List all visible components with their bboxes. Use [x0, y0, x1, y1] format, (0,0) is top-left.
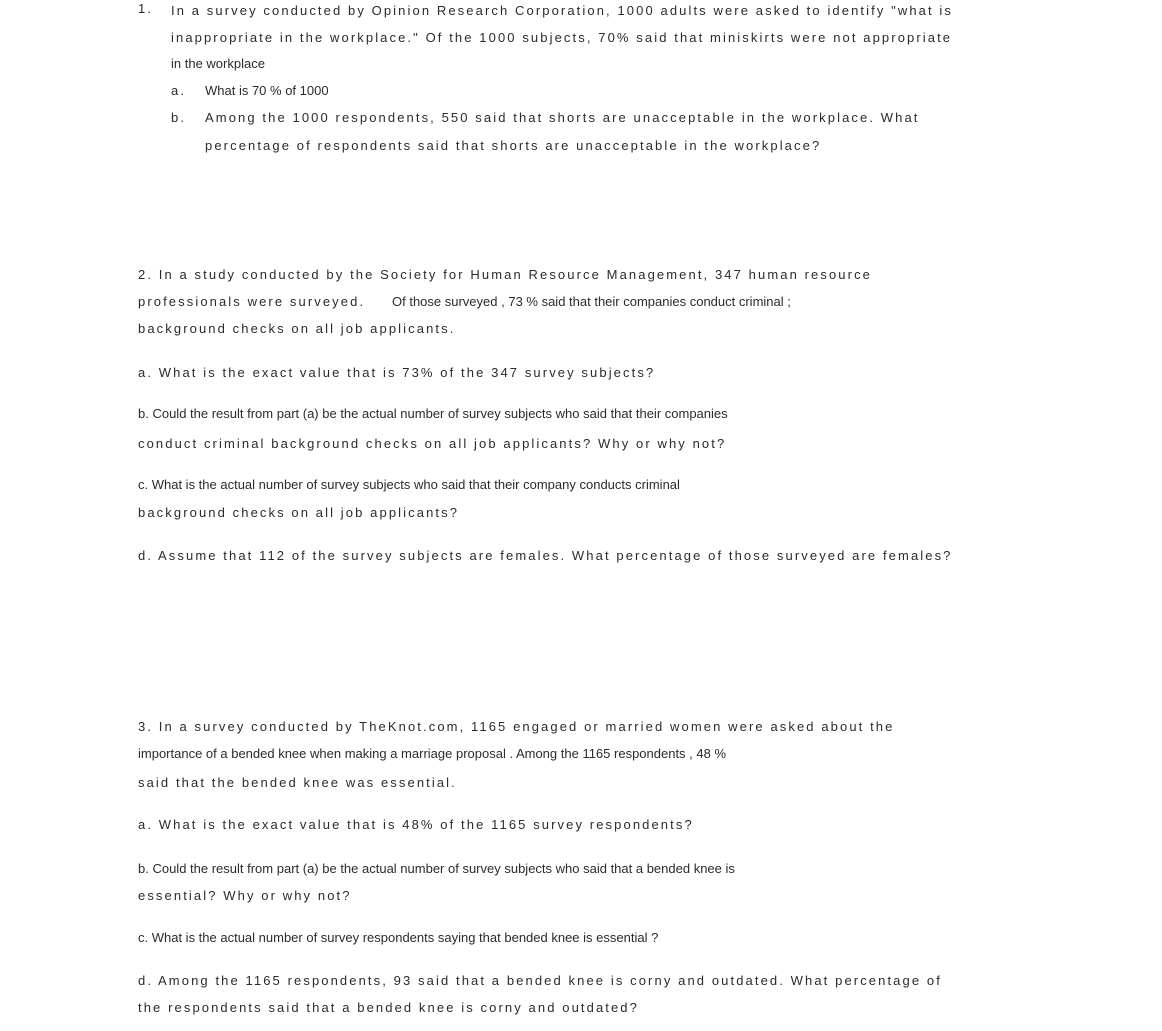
q2-text-line1: 2. In a study conducted by the Society for Human Resource Management, 347 human resource [138, 267, 872, 282]
q3-d-line1: d. Among the 1165 respondents, 93 said that a bended knee is corny and outdated. What percentage of [138, 973, 942, 988]
q1-a-label: a. [171, 83, 187, 98]
q1-b-line2: percentage of respondents said that shorts are unacceptable in the workplace? [205, 138, 822, 153]
q2-d: d. Assume that 112 of the survey subjects are females. What percentage of those surveyed are females? [138, 548, 953, 563]
q3-d-line2: the respondents said that a bended knee is corny and outdated? [138, 1000, 639, 1015]
q1-b-line1: Among the 1000 respondents, 550 said that shorts are unacceptable in the workplace. What [205, 110, 920, 125]
q2-text-line2b: Of those surveyed , 73 % said that their companies conduct criminal ; [392, 294, 791, 309]
q3-c: c. What is the actual number of survey respondents saying that bended knee is essential ? [138, 930, 659, 945]
q3-b-line1: b. Could the result from part (a) be the actual number of survey subjects who said that a bended knee is [138, 861, 735, 876]
q3-a: a. What is the exact value that is 48% of the 1165 survey respondents? [138, 817, 694, 832]
q3-text-line2: importance of a bended knee when making a marriage proposal . Among the 1165 respondents , 48 % [138, 746, 727, 761]
q2-text-line3: background checks on all job applicants. [138, 321, 456, 336]
q2-a: a. What is the exact value that is 73% of the 347 survey subjects? [138, 365, 656, 380]
q2-b-line2: conduct criminal background checks on all job applicants? Why or why not? [138, 436, 727, 451]
q2-c-line2: background checks on all job applicants? [138, 505, 460, 520]
q1-text-line1: In a survey conducted by Opinion Research Corporation, 1000 adults were asked to identify "what is [171, 3, 954, 18]
q2-b-line1: b. Could the result from part (a) be the actual number of survey subjects who said that their companies [138, 406, 728, 421]
q1-number: 1. [138, 1, 153, 16]
q1-b-label: b. [171, 110, 187, 125]
q1-a-text: What is 70 % of 1000 [205, 83, 329, 98]
q3-b-line2: essential? Why or why not? [138, 888, 352, 903]
q2-text-line2a: professionals were surveyed. [138, 294, 366, 309]
q3-text-line1: 3. In a survey conducted by TheKnot.com, 1165 engaged or married women were asked about the [138, 719, 895, 734]
q3-text-line3: said that the bended knee was essential. [138, 775, 457, 790]
q1-text-line2: inappropriate in the workplace." Of the 1000 subjects, 70% said that miniskirts were not appropriate [171, 30, 953, 45]
q2-c-line1: c. What is the actual number of survey subjects who said that their company conducts criminal [138, 477, 680, 492]
q1-text-line3: in the workplace [171, 56, 265, 71]
